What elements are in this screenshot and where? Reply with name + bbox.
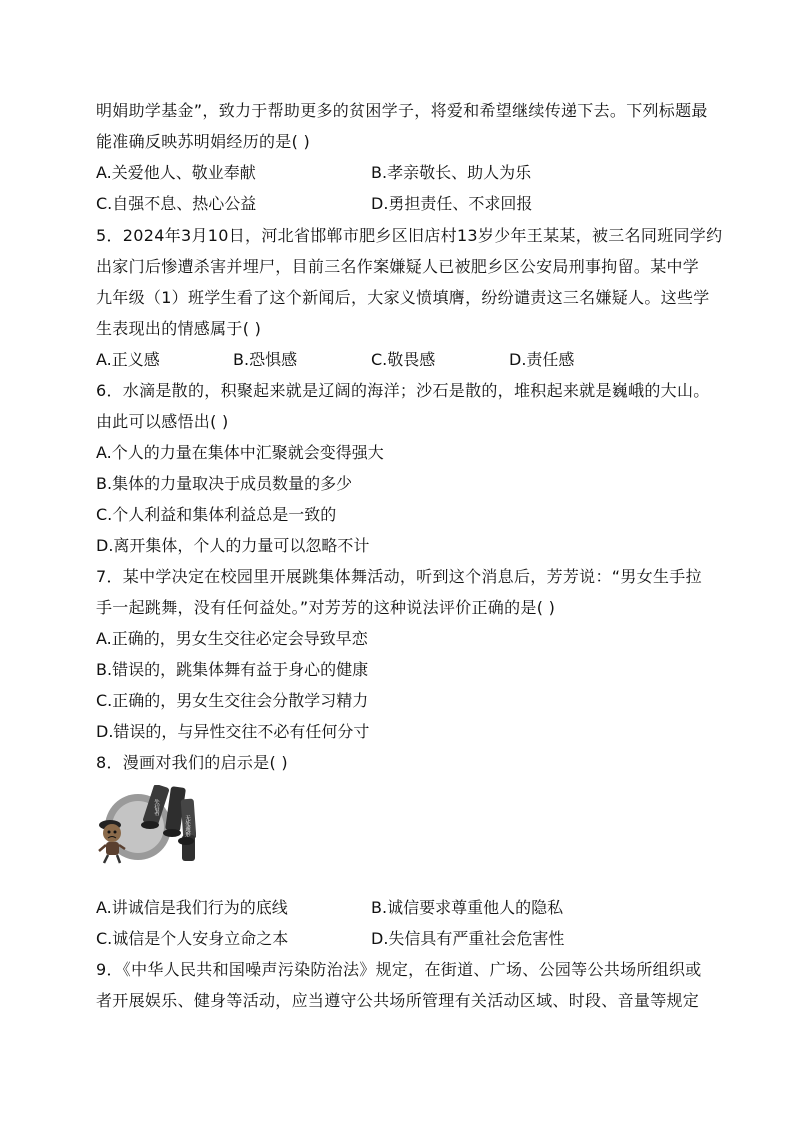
- q6-option-a: A.个人的力量在集体中汇聚就会变得强大: [96, 443, 384, 462]
- q6-stem-line1: 6．水滴是散的，积聚起来就是辽阔的海洋；沙石是散的，堆积起来就是巍峨的大山。: [96, 381, 710, 400]
- q5-stem-line2: 出家门后惨遭杀害并埋尸，目前三名作案嫌疑人已被肥乡区公安局刑事拘留。某中学: [96, 257, 700, 276]
- q4-option-b: B.孝亲敬长、助人为乐: [371, 163, 532, 182]
- q4-stem-line2: 能准确反映苏明娟经历的是( ): [96, 132, 311, 151]
- q8-option-c: C.诚信是个人安身立命之本: [96, 929, 289, 948]
- q8-stem-line1: 8．漫画对我们的启示是( ): [96, 753, 288, 772]
- q5-option-c: C.敬畏感: [371, 350, 436, 369]
- q7-stem-line1: 7．某中学决定在校园里开展跳集体舞活动，听到这个消息后，芳芳说：“男女生手拉: [96, 567, 702, 586]
- q6-stem-line2: 由此可以感悟出( ): [96, 412, 229, 431]
- q4-option-a: A.关爱他人、敬业奉献: [96, 163, 256, 182]
- q6-option-d: D.离开集体，个人的力量可以忽略不计: [96, 536, 370, 555]
- q6-option-b: B.集体的力量取决于成员数量的多少: [96, 474, 353, 493]
- q7-stem-line2: 手一起跳舞，没有任何益处。”对芳芳的这种说法评价正确的是( ): [96, 598, 556, 617]
- q7-option-b: B.错误的，跳集体舞有益于身心的健康: [96, 660, 369, 679]
- q5-option-b: B.恐惧感: [233, 350, 298, 369]
- q9-stem-line1: 9．《中华人民共和国噪声污染防治法》规定，在街道、广场、公园等公共场所组织或: [96, 960, 702, 979]
- q7-option-a: A.正确的，男女生交往必定会导致早恋: [96, 629, 368, 648]
- q4-stem-line1: 明娟助学基金”，致力于帮助更多的贫困学子，将爱和希望继续传递下去。下列标题最: [96, 101, 708, 120]
- q6-option-c: C.个人利益和集体利益总是一致的: [96, 505, 337, 524]
- q8-option-b: B.诚信要求尊重他人的隐私: [371, 898, 564, 917]
- q4-option-c: C.自强不息、热心公益: [96, 194, 257, 213]
- q5-stem-line3: 九年级（1）班学生看了这个新闻后，大家义愤填膺，纷纷谴责这三名嫌疑人。这些学: [96, 288, 710, 307]
- q4-option-d: D.勇担责任、不求回报: [371, 194, 533, 213]
- q7-option-c: C.正确的，男女生交往会分散学习精力: [96, 691, 369, 710]
- comic-label-2: 无处遁形: [184, 815, 190, 837]
- q7-option-d: D.错误的，与异性交往不必有任何分寸: [96, 722, 370, 741]
- comic-illustration: [96, 785, 196, 865]
- q9-stem-line2: 者开展娱乐、健身等活动，应当遵守公共场所管理有关活动区域、时段、音量等规定: [96, 991, 700, 1010]
- q5-stem-line4: 生表现出的情感属于( ): [96, 319, 262, 338]
- q8-option-a: A.讲诚信是我们行为的底线: [96, 898, 288, 917]
- q8-option-d: D.失信具有严重社会危害性: [371, 929, 565, 948]
- q5-option-a: A.正义感: [96, 350, 160, 369]
- q5-option-d: D.责任感: [509, 350, 575, 369]
- q5-stem-line1: 5．2024年3月10日，河北省邯郸市肥乡区旧店村13岁少年王某某，被三名同班同学约: [96, 226, 723, 245]
- comic-label-1: 失信者: [153, 799, 159, 816]
